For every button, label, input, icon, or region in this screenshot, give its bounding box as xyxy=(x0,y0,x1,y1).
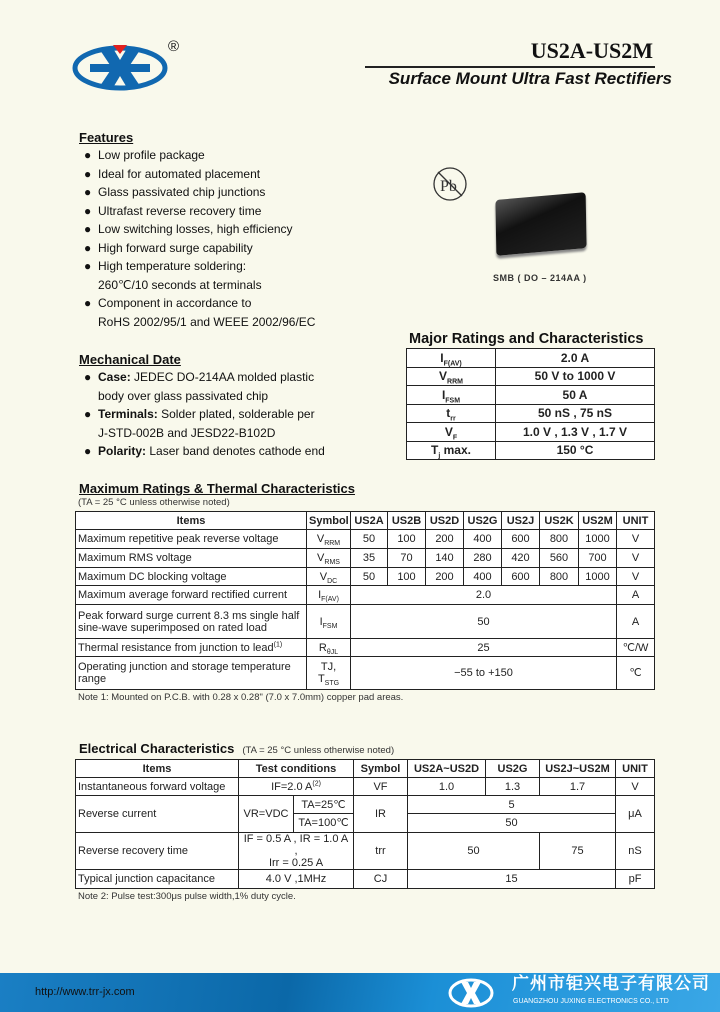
parameter-value: 50 nS , 75 nS xyxy=(496,404,655,423)
parameter-symbol: $t_{rr}$ xyxy=(407,404,496,423)
col-header: Test conditions xyxy=(239,760,354,778)
value-cell: 400 xyxy=(464,530,502,549)
lead-free-icon xyxy=(432,166,468,202)
symbol-cell: trr xyxy=(354,833,408,870)
unit-cell: V xyxy=(617,530,655,549)
value-cell: 560 xyxy=(540,549,579,568)
symbol-cell: $I_{F(AV)}$ xyxy=(307,586,351,605)
value-cell: 600 xyxy=(502,568,540,586)
col-header: US2J xyxy=(502,512,540,530)
parameter-value: 50 A xyxy=(496,386,655,405)
value-cell: 420 xyxy=(502,549,540,568)
parameter-symbol: $V_F$ xyxy=(407,423,496,442)
symbol-cell: $V_{DC}$ xyxy=(307,568,351,586)
mechanical-item-cont: body over glass passivated chip xyxy=(98,388,269,403)
parameter-symbol: $V_{RRM}$ xyxy=(407,367,496,386)
parameter-value: 150 °C xyxy=(496,441,655,460)
max-ratings-heading: Maximum Ratings & Thermal Characteristics xyxy=(79,481,355,496)
value-cell: 2.0 xyxy=(351,586,617,605)
value-cell: 800 xyxy=(540,530,579,549)
features-list xyxy=(80,146,315,331)
value-cell: 25 xyxy=(351,639,617,657)
parameter-value: 50 V to 1000 V xyxy=(496,367,655,386)
value-cell: 1.0 xyxy=(408,778,486,796)
unit-cell: pF xyxy=(616,870,655,889)
unit-cell: ℃/W xyxy=(617,639,655,657)
item-cell: Reverse current xyxy=(76,796,239,833)
condition-cell: VR=VDC xyxy=(239,796,294,833)
title-rule xyxy=(365,66,655,68)
electrical-condition: (TA = 25 °C unless otherwise noted) xyxy=(242,745,395,756)
package-caption: SMB ( DO – 214AA ) xyxy=(493,273,587,283)
symbol-cell: $R_{\theta JL}$ xyxy=(307,639,351,657)
feature-item: ● Glass passivated chip junctions xyxy=(84,185,266,199)
item-cell: Instantaneous forward voltage xyxy=(76,778,239,796)
parameter-symbol: $T_j$ max. xyxy=(407,441,496,460)
item-cell: Reverse recovery time xyxy=(76,833,239,870)
unit-cell: A xyxy=(617,586,655,605)
col-header: Items xyxy=(76,512,307,530)
value-cell: 50 xyxy=(408,814,616,833)
table-row xyxy=(76,605,655,639)
value-cell: 100 xyxy=(388,568,426,586)
value-cell: 200 xyxy=(426,530,464,549)
unit-cell: nS xyxy=(616,833,655,870)
unit-cell: V xyxy=(616,778,655,796)
value-cell: 400 xyxy=(464,568,502,586)
table-row xyxy=(76,833,655,870)
value-cell: 15 xyxy=(408,870,616,889)
value-cell: 5 xyxy=(408,796,616,814)
feature-item-cont: 260℃/10 seconds at terminals xyxy=(98,277,262,292)
value-cell: 100 xyxy=(388,530,426,549)
condition-cell: IF = 0.5 A , IR = 1.0 A , Irr = 0.25 A xyxy=(239,833,354,870)
subtitle: Surface Mount Ultra Fast Rectifiers xyxy=(388,69,672,88)
value-cell: 1000 xyxy=(579,568,617,586)
item-cell: Operating junction and storage temperature range xyxy=(76,657,307,690)
part-number-title: US2A-US2M xyxy=(530,38,653,63)
unit-cell: A xyxy=(617,605,655,639)
footer-logo xyxy=(447,977,495,1009)
smb-package-image xyxy=(495,192,586,256)
feature-item: ● Ideal for automated placement xyxy=(84,166,261,181)
value-cell: 200 xyxy=(426,568,464,586)
value-cell: 800 xyxy=(540,568,579,586)
value-cell: 75 xyxy=(540,833,616,870)
table-row xyxy=(76,549,655,568)
parameter-symbol: $I_{FSM}$ xyxy=(407,386,496,405)
col-header: Items xyxy=(76,760,239,778)
symbol-cell: CJ xyxy=(354,870,408,889)
major-row xyxy=(407,441,655,460)
max-ratings-condition: (TA = 25 °C unless otherwise noted) xyxy=(78,497,230,508)
electrical-heading: Electrical Characteristics xyxy=(79,741,235,756)
unit-cell: V xyxy=(617,549,655,568)
col-header: US2A~US2D xyxy=(408,760,486,778)
mechanical-item: ● Terminals: Solder plated, solderable per xyxy=(84,407,315,421)
symbol-cell: VF xyxy=(354,778,408,796)
col-header: UNIT xyxy=(616,760,655,778)
value-cell: 50 xyxy=(408,833,540,870)
major-row xyxy=(407,423,655,442)
major-ratings-block xyxy=(406,331,655,460)
electrical-table xyxy=(75,759,655,889)
parameter-value: 1.0 V , 1.3 V , 1.7 V xyxy=(496,423,655,442)
value-cell: 50 xyxy=(351,605,617,639)
condition-cell: TA=100℃ xyxy=(294,814,354,833)
feature-item: ● High temperature soldering: xyxy=(84,259,247,273)
max-ratings-table xyxy=(75,511,655,690)
major-ratings-table xyxy=(406,348,655,460)
value-cell: −55 to +150 xyxy=(351,657,617,690)
table-row xyxy=(76,796,655,814)
major-row xyxy=(407,404,655,423)
col-header: US2J~US2M xyxy=(540,760,616,778)
note-1: Note 1: Mounted on P.C.B. with 0.28 x 0.28" (7.0 x 7.0mm) copper pad areas. xyxy=(78,692,404,703)
symbol-cell: TJ, $T_{STG}$ xyxy=(307,657,351,690)
electrical-block xyxy=(75,741,655,903)
unit-cell: ℃ xyxy=(617,657,655,690)
condition-cell: IF=2.0 $A^{(2)}$ xyxy=(239,778,354,796)
col-header: US2M xyxy=(579,512,617,530)
symbol-cell: IR xyxy=(354,796,408,833)
mechanical-item: ● Polarity: Laser band denotes cathode end xyxy=(84,444,325,458)
col-header: Symbol xyxy=(307,512,351,530)
major-row xyxy=(407,386,655,405)
mechanical-list xyxy=(80,368,325,461)
table-row xyxy=(76,568,655,586)
feature-item: ● Component in accordance to xyxy=(84,296,252,310)
col-header: US2B xyxy=(388,512,426,530)
value-cell: 70 xyxy=(388,549,426,568)
max-ratings-block xyxy=(75,481,655,704)
feature-item-cont: RoHS 2002/95/1 and WEEE 2002/96/EC xyxy=(98,314,316,329)
parameter-value: 2.0 A xyxy=(496,349,655,368)
value-cell: 50 xyxy=(351,530,388,549)
mechanical-heading: Mechanical Date xyxy=(79,352,181,367)
condition-cell: 4.0 V ,1MHz xyxy=(239,870,354,889)
feature-item: ● Low switching losses, high efficiency xyxy=(84,222,293,236)
symbol-cell: $I_{FSM}$ xyxy=(307,605,351,639)
value-cell: 1.3 xyxy=(486,778,540,796)
item-cell: Thermal resistance from junction to lead$^{(1)}$ xyxy=(76,639,307,657)
value-cell: 35 xyxy=(351,549,388,568)
symbol-cell: $V_{RRM}$ xyxy=(307,530,351,549)
feature-item: ● Low profile package xyxy=(84,148,205,162)
company-name-en: GUANGZHOU JUXING ELECTRONICS CO., LTD xyxy=(513,998,669,1005)
symbol-cell: $V_{RMS}$ xyxy=(307,549,351,568)
feature-item: ● Ultrafast reverse recovery time xyxy=(84,203,262,218)
col-header: US2A xyxy=(351,512,388,530)
major-ratings-heading: Major Ratings and Characteristics xyxy=(409,331,644,347)
registered-mark: ® xyxy=(168,38,180,55)
unit-cell: V xyxy=(617,568,655,586)
condition-cell: TA=25℃ xyxy=(294,796,354,814)
features-heading: Features xyxy=(79,130,134,145)
table-row xyxy=(76,657,655,690)
major-row xyxy=(407,367,655,386)
col-header: US2D xyxy=(426,512,464,530)
value-cell: 600 xyxy=(502,530,540,549)
footer-banner xyxy=(0,973,720,1012)
table-row xyxy=(76,639,655,657)
col-header: US2G xyxy=(486,760,540,778)
item-cell: Maximum repetitive peak reverse voltage xyxy=(76,530,307,549)
value-cell: 700 xyxy=(579,549,617,568)
unit-cell: μA xyxy=(616,796,655,833)
item-cell: Typical junction capacitance xyxy=(76,870,239,889)
value-cell: 140 xyxy=(426,549,464,568)
svg-text:Pb: Pb xyxy=(440,178,457,195)
note-2: Note 2: Pulse test:300μs pulse width,1% duty cycle. xyxy=(78,891,296,902)
company-name-cn: 广州市钜兴电子有限公司 xyxy=(512,974,710,993)
value-cell: 1000 xyxy=(579,530,617,549)
mechanical-item: ● Case: JEDEC DO-214AA molded plastic xyxy=(84,370,315,384)
col-header: US2G xyxy=(464,512,502,530)
mechanical-item-cont: J-STD-002B and JESD22-B102D xyxy=(98,425,276,440)
item-cell: Maximum average forward rectified current xyxy=(76,586,307,605)
major-row xyxy=(407,349,655,368)
table-row xyxy=(76,778,655,796)
item-cell: Maximum DC blocking voltage xyxy=(76,568,307,586)
website-link[interactable]: http://www.trr-jx.com xyxy=(35,986,135,998)
col-header: US2K xyxy=(540,512,579,530)
table-row xyxy=(76,870,655,889)
col-header: Symbol xyxy=(354,760,408,778)
item-cell: Maximum RMS voltage xyxy=(76,549,307,568)
table-row xyxy=(76,530,655,549)
item-cell: Peak forward surge current 8.3 ms single half sine-wave superimposed on rated load xyxy=(76,605,307,639)
col-header: UNIT xyxy=(617,512,655,530)
parameter-symbol: $I_{F(AV)}$ xyxy=(407,349,496,368)
value-cell: 280 xyxy=(464,549,502,568)
value-cell: 50 xyxy=(351,568,388,586)
table-row xyxy=(76,586,655,605)
value-cell: 1.7 xyxy=(540,778,616,796)
feature-item: ● High forward surge capability xyxy=(84,240,253,255)
